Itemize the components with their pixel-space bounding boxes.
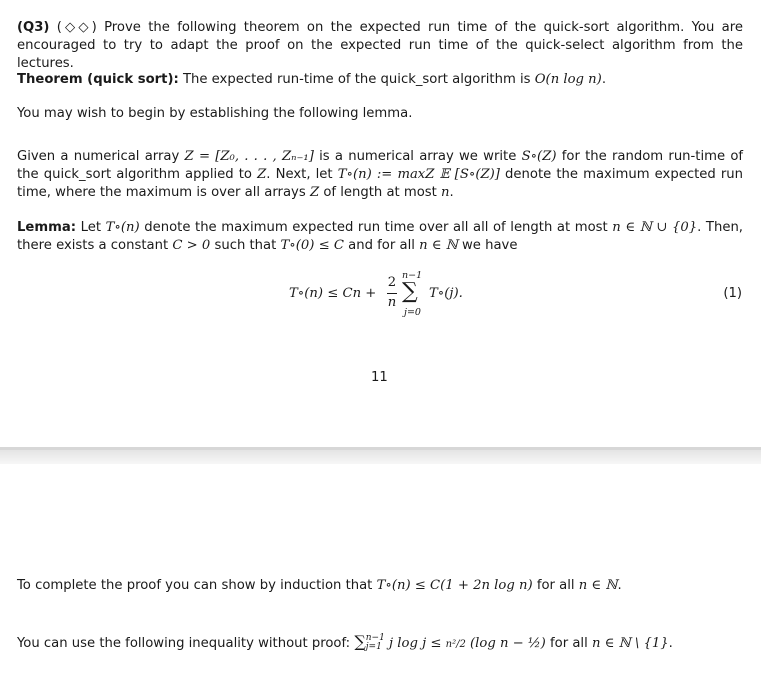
induction-math-n: n ∈ ℕ	[578, 578, 618, 593]
inequality-paragraph	[17, 632, 743, 655]
theorem-paragraph	[17, 71, 743, 89]
lemma-text-1: Let	[80, 220, 102, 235]
def-text-6: of length at most	[323, 185, 437, 200]
inequality-sum-lower: j=1	[365, 642, 382, 652]
def-text-1: Given a numerical array	[17, 149, 180, 164]
equation-frac-numerator: 2	[387, 275, 397, 290]
lemma-math-t: T∘(n)	[105, 220, 140, 235]
def-text-4: . Next, let	[266, 167, 333, 182]
def-text-3: for the random run-time of the quick_sort algorithm applied to	[17, 149, 744, 182]
equation-frac-denominator: n	[387, 295, 397, 310]
fraction-bar	[387, 293, 397, 294]
inequality-math-log: (log n − ½)	[470, 636, 546, 651]
inequality-text-3: .	[668, 636, 673, 651]
lemma-text-2: denote the maximum expected run time over all all of length at most	[144, 220, 608, 235]
inequality-math-lhs: j log j ≤	[389, 636, 442, 651]
theorem-end: .	[601, 72, 607, 87]
question-label: (Q3)	[17, 20, 50, 35]
inequality-math-domain: n ∈ ℕ \ {1}	[591, 636, 669, 651]
page-gap	[0, 450, 761, 464]
inequality-text-1: You can use the following inequality without proof:	[17, 636, 351, 651]
theorem-text: The expected run-time of the quick_sort algorithm is	[182, 72, 531, 87]
theorem-math: O(n log n)	[534, 72, 602, 87]
summation-sign: ∑	[402, 279, 418, 304]
difficulty-marker: (◇◇)	[56, 20, 97, 35]
def-text-7: .	[449, 185, 454, 200]
inequality-sigma: ∑	[354, 632, 366, 651]
def-text-2: is a numerical array we write	[319, 149, 517, 164]
inequality-sum-upper: n−1	[365, 633, 385, 643]
inequality-frac: n²/2	[445, 639, 466, 650]
equation-lhs: T∘(n) ≤ Cn +	[289, 286, 377, 301]
equation-sum-lower: j=0	[404, 307, 421, 318]
induction-text-3: .	[617, 578, 622, 593]
equation-rhs: T∘(j).	[429, 286, 463, 301]
lemma-math-c: C > 0	[172, 238, 211, 253]
lemma-math-n: n ∈ ℕ	[419, 238, 458, 253]
def-math-array: Z = [Z₀, . . . , Zₙ₋₁]	[184, 149, 314, 164]
lemma-hint: You may wish to begin by establishing the following lemma.	[17, 106, 413, 121]
lemma-text-3: . Then, there exists a constant	[17, 220, 743, 253]
def-text-5: denote the maximum expected run time, where the maximum is over all arrays	[17, 167, 743, 200]
definitions-paragraph	[17, 148, 743, 202]
page-number: 11	[371, 370, 388, 385]
induction-text-1: To complete the proof you can show by induction that	[17, 578, 373, 593]
lemma-math-t0: T∘(0) ≤ C	[280, 238, 344, 253]
lemma-text-5: and for all	[348, 238, 415, 253]
def-math-tmax: T∘(n) := maxZ 𝔼 [S∘(Z)]	[337, 167, 500, 182]
induction-paragraph	[17, 577, 743, 595]
lemma-math-domain: n ∈ ℕ ∪ {0}	[612, 220, 698, 235]
induction-text-2: for all	[536, 578, 575, 593]
theorem-label: Theorem (quick sort):	[17, 72, 179, 87]
def-math-runtime: S∘(Z)	[521, 149, 557, 164]
equation-sum-upper: n−1	[402, 270, 423, 281]
question-text: Prove the following theorem on the expected run time of the quick-sort algorithm. You are encouraged to try to adapt the proof on the expected run time of the quick-select algorithm from the lectures.	[17, 20, 743, 71]
def-math-z: Z	[257, 167, 267, 182]
equation-1	[0, 270, 761, 325]
lemma-text-6: we have	[462, 238, 518, 253]
inequality-limits	[366, 634, 385, 652]
induction-math-bound: T∘(n) ≤ C(1 + 2n log n)	[376, 578, 533, 593]
lemma-label: Lemma:	[17, 220, 77, 235]
equation-number: (1)	[723, 286, 742, 301]
inequality-text-2: for all	[550, 636, 588, 651]
lemma-text-4: such that	[214, 238, 277, 253]
def-math-z2: Z	[309, 185, 320, 200]
question-paragraph	[17, 19, 743, 73]
def-math-n: n	[441, 185, 450, 200]
lemma-paragraph	[17, 219, 743, 255]
